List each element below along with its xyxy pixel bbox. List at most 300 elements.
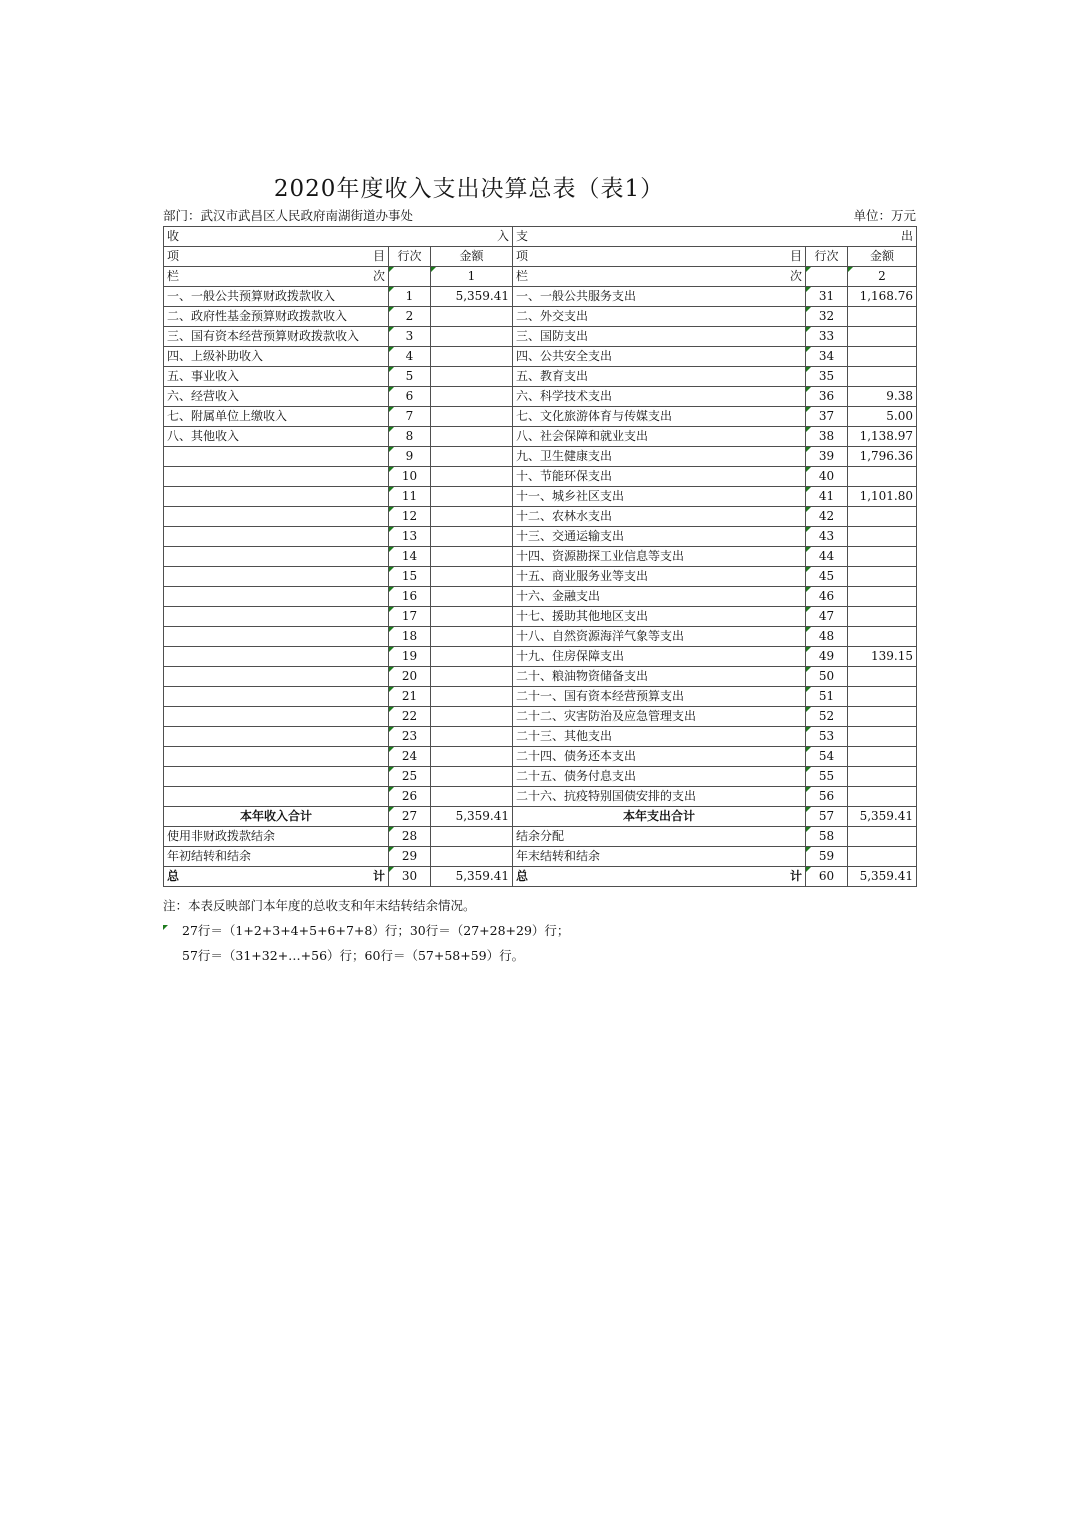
expense-lineno-cell: 52	[806, 707, 848, 727]
expense-item-cell: 十三、交通运输支出	[513, 527, 806, 547]
expense-lineno-cell: 55	[806, 767, 848, 787]
excel-flag-icon	[389, 367, 394, 372]
excel-flag-icon	[806, 687, 811, 692]
expense-amount-cell	[848, 847, 917, 867]
income-amount-cell	[431, 347, 513, 367]
table-row	[164, 587, 917, 607]
table-row	[164, 667, 917, 687]
income-amount-cell	[431, 647, 513, 667]
expense-lineno-cell: 45	[806, 567, 848, 587]
excel-flag-icon	[806, 407, 811, 412]
table-row	[164, 747, 917, 767]
excel-flag-icon	[389, 307, 394, 312]
excel-flag-icon	[389, 547, 394, 552]
excel-flag-icon	[389, 467, 394, 472]
excel-flag-icon	[806, 627, 811, 632]
excel-flag-icon	[806, 667, 811, 672]
table-row	[164, 867, 917, 887]
income-lineno-cell: 26	[389, 787, 431, 807]
expense-item-cell: 十、节能环保支出	[513, 467, 806, 487]
expense-lineno-cell: 42	[806, 507, 848, 527]
expense-item-cell: 十七、援助其他地区支出	[513, 607, 806, 627]
expense-item-cell: 四、公共安全支出	[513, 347, 806, 367]
income-amount-cell	[431, 627, 513, 647]
excel-flag-icon	[389, 427, 394, 432]
income-lineno-cell: 30	[389, 867, 431, 887]
expense-amount-cell	[848, 667, 917, 687]
expense-item-cell: 十八、自然资源海洋气象等支出	[513, 627, 806, 647]
table-row	[164, 327, 917, 347]
income-item-cell: 七、附属单位上缴收入	[164, 407, 389, 427]
column-index-row	[164, 267, 917, 287]
expense-colindex-blank	[806, 267, 848, 287]
excel-flag-icon	[806, 567, 811, 572]
excel-flag-icon	[806, 527, 811, 532]
excel-flag-icon	[806, 267, 811, 272]
column-header-row	[164, 247, 917, 267]
expense-amount-cell	[848, 747, 917, 767]
note-text: 27行＝（1+2+3+4+5+6+7+8）行；30行＝（27+28+29）行；	[182, 923, 570, 938]
expense-item-cell: 二十、粮油物资储备支出	[513, 667, 806, 687]
income-lineno-cell: 17	[389, 607, 431, 627]
income-item-cell: 三、国有资本经营预算财政拨款收入	[164, 327, 389, 347]
table-row	[164, 727, 917, 747]
colindex-right: 次	[789, 269, 802, 284]
income-item-cell	[164, 747, 389, 767]
excel-flag-icon	[806, 747, 811, 752]
income-amount-cell	[431, 447, 513, 467]
expense-lineno-header: 行次	[806, 247, 848, 267]
total-label-right: 计	[789, 869, 802, 884]
expense-amount-cell	[848, 727, 917, 747]
table-row	[164, 607, 917, 627]
expense-amount-cell: 5,359.41	[848, 867, 917, 887]
expense-item-cell: 六、科学技术支出	[513, 387, 806, 407]
income-lineno-cell: 11	[389, 487, 431, 507]
expense-amount-cell	[848, 767, 917, 787]
excel-flag-icon	[389, 387, 394, 392]
income-lineno-cell: 27	[389, 807, 431, 827]
income-item-cell	[164, 487, 389, 507]
income-amount-cell	[431, 567, 513, 587]
expense-item-cell: 八、社会保障和就业支出	[513, 427, 806, 447]
expense-amount-cell: 139.15	[848, 647, 917, 667]
table-row	[164, 827, 917, 847]
income-amount-cell: 5,359.41	[431, 867, 513, 887]
income-item-cell	[164, 647, 389, 667]
meta-row	[163, 206, 916, 224]
note-line-2	[182, 923, 916, 938]
income-item-cell: 四、上级补助收入	[164, 347, 389, 367]
expense-lineno-cell: 49	[806, 647, 848, 667]
income-amount-cell	[431, 427, 513, 447]
expense-item-cell: 十九、住房保障支出	[513, 647, 806, 667]
expense-amount-cell: 9.38	[848, 387, 917, 407]
table-row	[164, 407, 917, 427]
income-item-cell	[164, 627, 389, 647]
excel-flag-icon	[389, 327, 394, 332]
expense-lineno-cell: 32	[806, 307, 848, 327]
expense-lineno-cell: 39	[806, 447, 848, 467]
table-row	[164, 287, 917, 307]
expense-label-right: 出	[900, 229, 913, 244]
excel-flag-icon	[389, 807, 394, 812]
income-amount-cell	[431, 507, 513, 527]
expense-lineno-cell: 35	[806, 367, 848, 387]
table-row	[164, 367, 917, 387]
income-lineno-cell: 10	[389, 467, 431, 487]
table-row	[164, 687, 917, 707]
excel-flag-icon	[389, 487, 394, 492]
income-amount-cell	[431, 527, 513, 547]
expense-item-cell	[513, 867, 806, 887]
page-title: 2020年度收入支出决算总表（表1）	[273, 176, 665, 202]
income-lineno-cell: 2	[389, 307, 431, 327]
income-item-cell	[164, 687, 389, 707]
total-label-left: 总	[516, 869, 529, 884]
expense-item-cell: 十六、金融支出	[513, 587, 806, 607]
excel-flag-icon	[806, 487, 811, 492]
expense-amount-cell	[848, 327, 917, 347]
excel-flag-icon	[389, 767, 394, 772]
expense-item-cell: 五、教育支出	[513, 367, 806, 387]
expense-lineno-cell: 44	[806, 547, 848, 567]
income-item-cell	[164, 467, 389, 487]
footnotes	[163, 898, 916, 973]
income-item-cell	[164, 587, 389, 607]
expense-amount-cell: 1,101.80	[848, 487, 917, 507]
expense-item-header	[513, 247, 806, 267]
table-row	[164, 567, 917, 587]
expense-lineno-cell: 43	[806, 527, 848, 547]
excel-flag-icon	[848, 267, 853, 272]
income-lineno-cell: 16	[389, 587, 431, 607]
expense-item-cell: 年末结转和结余	[513, 847, 806, 867]
excel-flag-icon	[806, 707, 811, 712]
expense-item-cell: 二十四、债务还本支出	[513, 747, 806, 767]
excel-flag-icon	[389, 867, 394, 872]
expense-item-cell: 二十六、抗疫特别国债安排的支出	[513, 787, 806, 807]
income-item-cell	[164, 727, 389, 747]
excel-flag-icon	[806, 607, 811, 612]
expense-lineno-cell: 58	[806, 827, 848, 847]
income-item-cell	[164, 607, 389, 627]
table-row	[164, 487, 917, 507]
expense-item-cell: 二十一、国有资本经营预算支出	[513, 687, 806, 707]
expense-item-cell: 十二、农林水支出	[513, 507, 806, 527]
income-lineno-cell: 18	[389, 627, 431, 647]
table-row	[164, 527, 917, 547]
table-row	[164, 807, 917, 827]
excel-flag-icon	[389, 627, 394, 632]
income-section-cell	[164, 227, 513, 247]
excel-flag-icon	[806, 787, 811, 792]
income-amount-cell	[431, 687, 513, 707]
expense-item-cell: 七、文化旅游体育与传媒支出	[513, 407, 806, 427]
expense-item-cell: 二十三、其他支出	[513, 727, 806, 747]
excel-flag-icon	[389, 567, 394, 572]
income-item-cell	[164, 867, 389, 887]
expense-amount-cell	[848, 467, 917, 487]
income-amount-header: 金额	[431, 247, 513, 267]
colindex-left: 栏	[516, 269, 529, 284]
income-colindex-number	[431, 267, 513, 287]
excel-flag-icon	[389, 787, 394, 792]
income-item-cell: 二、政府性基金预算财政拨款收入	[164, 307, 389, 327]
income-item-cell: 年初结转和结余	[164, 847, 389, 867]
excel-flag-icon	[163, 925, 168, 930]
excel-flag-icon	[806, 307, 811, 312]
excel-flag-icon	[806, 587, 811, 592]
excel-flag-icon	[389, 447, 394, 452]
expense-colindex-number	[848, 267, 917, 287]
income-amount-cell	[431, 787, 513, 807]
income-item-cell	[164, 667, 389, 687]
income-amount-cell	[431, 487, 513, 507]
table-row	[164, 347, 917, 367]
income-lineno-cell: 7	[389, 407, 431, 427]
expense-lineno-cell: 60	[806, 867, 848, 887]
colindex-value: 1	[467, 269, 476, 284]
income-lineno-cell: 28	[389, 827, 431, 847]
excel-flag-icon	[389, 727, 394, 732]
excel-flag-icon	[389, 267, 394, 272]
expense-item-cell: 二、外交支出	[513, 307, 806, 327]
expense-lineno-cell: 57	[806, 807, 848, 827]
unit-label: 单位：万元	[853, 208, 916, 223]
income-amount-cell	[431, 607, 513, 627]
income-lineno-cell: 14	[389, 547, 431, 567]
excel-flag-icon	[806, 467, 811, 472]
excel-flag-icon	[389, 407, 394, 412]
income-item-header	[164, 247, 389, 267]
item-header-right: 目	[789, 249, 802, 264]
section-header-row	[164, 227, 917, 247]
income-lineno-cell: 19	[389, 647, 431, 667]
income-amount-cell	[431, 767, 513, 787]
excel-flag-icon	[806, 647, 811, 652]
excel-flag-icon	[389, 827, 394, 832]
expense-lineno-cell: 38	[806, 427, 848, 447]
income-lineno-cell: 13	[389, 527, 431, 547]
table-row	[164, 707, 917, 727]
expense-amount-cell	[848, 787, 917, 807]
expense-amount-cell: 1,796.36	[848, 447, 917, 467]
income-lineno-cell: 24	[389, 747, 431, 767]
income-amount-cell	[431, 727, 513, 747]
income-lineno-cell: 1	[389, 287, 431, 307]
expense-lineno-cell: 48	[806, 627, 848, 647]
expense-amount-cell	[848, 687, 917, 707]
excel-flag-icon	[431, 267, 436, 272]
expense-amount-cell	[848, 307, 917, 327]
income-item-cell	[164, 767, 389, 787]
excel-flag-icon	[389, 347, 394, 352]
excel-flag-icon	[806, 807, 811, 812]
expense-lineno-cell: 53	[806, 727, 848, 747]
excel-flag-icon	[389, 687, 394, 692]
income-amount-cell	[431, 407, 513, 427]
expense-colindex-label	[513, 267, 806, 287]
income-lineno-cell: 20	[389, 667, 431, 687]
expense-lineno-cell: 54	[806, 747, 848, 767]
table-body	[164, 287, 917, 887]
excel-flag-icon	[389, 527, 394, 532]
excel-flag-icon	[806, 427, 811, 432]
table-row	[164, 767, 917, 787]
income-lineno-header: 行次	[389, 247, 431, 267]
expense-item-cell: 本年支出合计	[513, 807, 806, 827]
table-row	[164, 647, 917, 667]
expense-item-cell: 十五、商业服务业等支出	[513, 567, 806, 587]
expense-lineno-cell: 46	[806, 587, 848, 607]
excel-flag-icon	[806, 767, 811, 772]
expense-item-cell: 二十二、灾害防治及应急管理支出	[513, 707, 806, 727]
income-item-cell	[164, 447, 389, 467]
table-row	[164, 507, 917, 527]
excel-flag-icon	[806, 387, 811, 392]
expense-label-left: 支	[516, 229, 529, 244]
table-row	[164, 547, 917, 567]
colindex-right: 次	[372, 269, 385, 284]
total-label-left: 总	[167, 869, 180, 884]
income-amount-cell	[431, 587, 513, 607]
expense-amount-cell: 1,138.97	[848, 427, 917, 447]
income-lineno-cell: 25	[389, 767, 431, 787]
expense-lineno-cell: 37	[806, 407, 848, 427]
income-amount-cell	[431, 467, 513, 487]
expense-item-cell: 九、卫生健康支出	[513, 447, 806, 467]
expense-item-cell: 十四、资源勘探工业信息等支出	[513, 547, 806, 567]
table-row	[164, 847, 917, 867]
expense-amount-cell	[848, 527, 917, 547]
excel-flag-icon	[806, 727, 811, 732]
excel-flag-icon	[389, 287, 394, 292]
colindex-value: 2	[878, 269, 886, 284]
expense-item-cell: 十一、城乡社区支出	[513, 487, 806, 507]
income-amount-cell	[431, 547, 513, 567]
income-colindex-blank	[389, 267, 431, 287]
table-row	[164, 387, 917, 407]
expense-amount-cell	[848, 507, 917, 527]
budget-table	[163, 226, 917, 887]
income-item-cell	[164, 527, 389, 547]
expense-amount-cell	[848, 827, 917, 847]
item-header-right: 目	[372, 249, 385, 264]
table-row	[164, 787, 917, 807]
expense-lineno-cell: 41	[806, 487, 848, 507]
income-amount-cell: 5,359.41	[431, 807, 513, 827]
income-amount-cell	[431, 367, 513, 387]
expense-amount-cell: 5.00	[848, 407, 917, 427]
income-item-cell: 使用非财政拨款结余	[164, 827, 389, 847]
income-lineno-cell: 3	[389, 327, 431, 347]
income-item-cell	[164, 787, 389, 807]
income-lineno-cell: 15	[389, 567, 431, 587]
excel-flag-icon	[806, 547, 811, 552]
note-line-1: 注：本表反映部门本年度的总收支和年末结转结余情况。	[163, 898, 476, 913]
item-header-left: 项	[167, 249, 180, 264]
expense-item-cell: 一、一般公共服务支出	[513, 287, 806, 307]
income-item-cell: 八、其他收入	[164, 427, 389, 447]
expense-amount-cell	[848, 567, 917, 587]
excel-flag-icon	[806, 367, 811, 372]
expense-item-cell: 结余分配	[513, 827, 806, 847]
income-lineno-cell: 22	[389, 707, 431, 727]
expense-amount-cell	[848, 627, 917, 647]
income-amount-cell	[431, 387, 513, 407]
expense-lineno-cell: 51	[806, 687, 848, 707]
excel-flag-icon	[806, 447, 811, 452]
expense-lineno-cell: 47	[806, 607, 848, 627]
table-row	[164, 627, 917, 647]
income-item-cell	[164, 507, 389, 527]
expense-lineno-cell: 33	[806, 327, 848, 347]
income-item-cell	[164, 547, 389, 567]
excel-flag-icon	[806, 327, 811, 332]
colindex-left: 栏	[167, 269, 180, 284]
excel-flag-icon	[806, 287, 811, 292]
excel-flag-icon	[389, 707, 394, 712]
excel-flag-icon	[389, 587, 394, 592]
expense-amount-cell: 5,359.41	[848, 807, 917, 827]
expense-lineno-cell: 31	[806, 287, 848, 307]
income-amount-cell	[431, 307, 513, 327]
income-amount-cell	[431, 707, 513, 727]
note-line-3: 57行＝（31+32+…+56）行；60行＝（57+58+59）行。	[182, 948, 525, 963]
expense-amount-cell	[848, 367, 917, 387]
excel-flag-icon	[389, 647, 394, 652]
excel-flag-icon	[389, 607, 394, 612]
income-lineno-cell: 5	[389, 367, 431, 387]
expense-lineno-cell: 34	[806, 347, 848, 367]
income-item-cell: 六、经营收入	[164, 387, 389, 407]
income-lineno-cell: 9	[389, 447, 431, 467]
income-amount-cell: 5,359.41	[431, 287, 513, 307]
expense-lineno-cell: 59	[806, 847, 848, 867]
income-lineno-cell: 12	[389, 507, 431, 527]
income-lineno-cell: 29	[389, 847, 431, 867]
income-lineno-cell: 23	[389, 727, 431, 747]
department-label: 部门：武汉市武昌区人民政府南湖街道办事处	[163, 208, 414, 223]
income-lineno-cell: 4	[389, 347, 431, 367]
excel-flag-icon	[806, 507, 811, 512]
income-lineno-cell: 8	[389, 427, 431, 447]
expense-lineno-cell: 40	[806, 467, 848, 487]
table-row	[164, 447, 917, 467]
excel-flag-icon	[806, 867, 811, 872]
excel-flag-icon	[389, 747, 394, 752]
expense-lineno-cell: 50	[806, 667, 848, 687]
expense-lineno-cell: 36	[806, 387, 848, 407]
expense-amount-cell	[848, 347, 917, 367]
excel-flag-icon	[389, 667, 394, 672]
expense-amount-cell	[848, 707, 917, 727]
expense-amount-cell	[848, 607, 917, 627]
expense-lineno-cell: 56	[806, 787, 848, 807]
income-lineno-cell: 6	[389, 387, 431, 407]
income-amount-cell	[431, 667, 513, 687]
income-amount-cell	[431, 747, 513, 767]
table-row	[164, 467, 917, 487]
excel-flag-icon	[806, 347, 811, 352]
excel-flag-icon	[389, 507, 394, 512]
expense-amount-cell	[848, 547, 917, 567]
excel-flag-icon	[806, 827, 811, 832]
excel-flag-icon	[806, 847, 811, 852]
income-item-cell: 一、一般公共预算财政拨款收入	[164, 287, 389, 307]
income-item-cell: 本年收入合计	[164, 807, 389, 827]
